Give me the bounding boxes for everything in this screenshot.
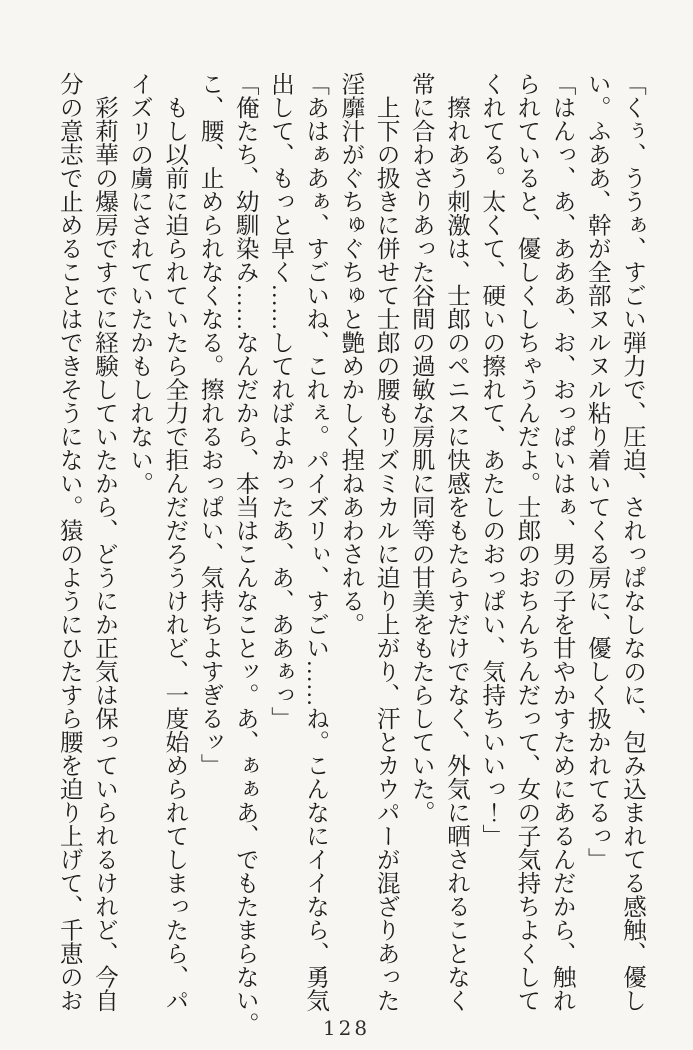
- text-column: イズリの虜にされていたかもしれない。: [126, 72, 153, 495]
- text-column: 彩莉華の爆房ですでに経験していたから、どうにか正気は保っていられるけれど、今自: [90, 72, 117, 1012]
- text-column: 「くぅ、ううぁ、すごい弾力で、圧迫、されっぱなしなのに、包み込まれてる感触、優し: [619, 72, 645, 1012]
- text-column: もし以前に迫られていたら全力で拒んだだろうけれど、一度始められてしまったら、パ: [161, 72, 188, 1012]
- text-column: こ、腰、止められなくなる。擦れるおっぱい、気持ちよすぎるッ」: [196, 72, 223, 777]
- text-column: 常に合わさりあった谷間の過敏な房肌に同等の甘美をもたらしていた。: [407, 72, 434, 824]
- text-column: られていると、優しくしちゃうんだよ。士郎のおちんちんだって、女の子気持ちよくして: [513, 72, 540, 1012]
- text-column: 出して、もっと早く……してればよかったあ、あ、ああぁっ」: [266, 72, 293, 730]
- text-column: 分の意志で止めることはできそうにない。猿のようにひたすら腰を迫り上げて、千恵のお: [55, 72, 82, 1012]
- text-column: 淫靡汁がぐちゅぐちゅと艶めかしく捏ねあわされる。: [337, 72, 364, 636]
- text-column: い。ふああ、幹が全部ヌルヌル粘り着いてくる房に、優しく扱かれてるっ」: [583, 72, 610, 871]
- text-column: 「俺たち、幼馴染み……なんだから、本当はこんなことッ。あ、ぁぁあ、でもたまらない。: [231, 72, 258, 1036]
- text-column: くれてる。太くて、硬いの擦れて、あたしのおっぱい、気持ちいいっ！」: [478, 72, 505, 848]
- text-column: 上下の扱きに併せて士郎の腰もリズミカルに迫り上がり、汗とカウパーが混ざりあった: [372, 72, 399, 1012]
- text-column: 「はんっ、あ、あああ、お、おっぱいはぁ、男の子を甘やかすためにあるんだから、触れ: [548, 72, 575, 1012]
- text-column: 擦れあう刺激は、士郎のペニスに快感をもたらすだけでなく、外気に晒されることなく: [442, 72, 469, 1012]
- text-column: 「あはぁあぁ、すごいね、これぇ。パイズリぃ、すごい……ね。こんなにイイなら、勇気: [302, 72, 329, 1012]
- page-number: 128: [322, 1016, 371, 1040]
